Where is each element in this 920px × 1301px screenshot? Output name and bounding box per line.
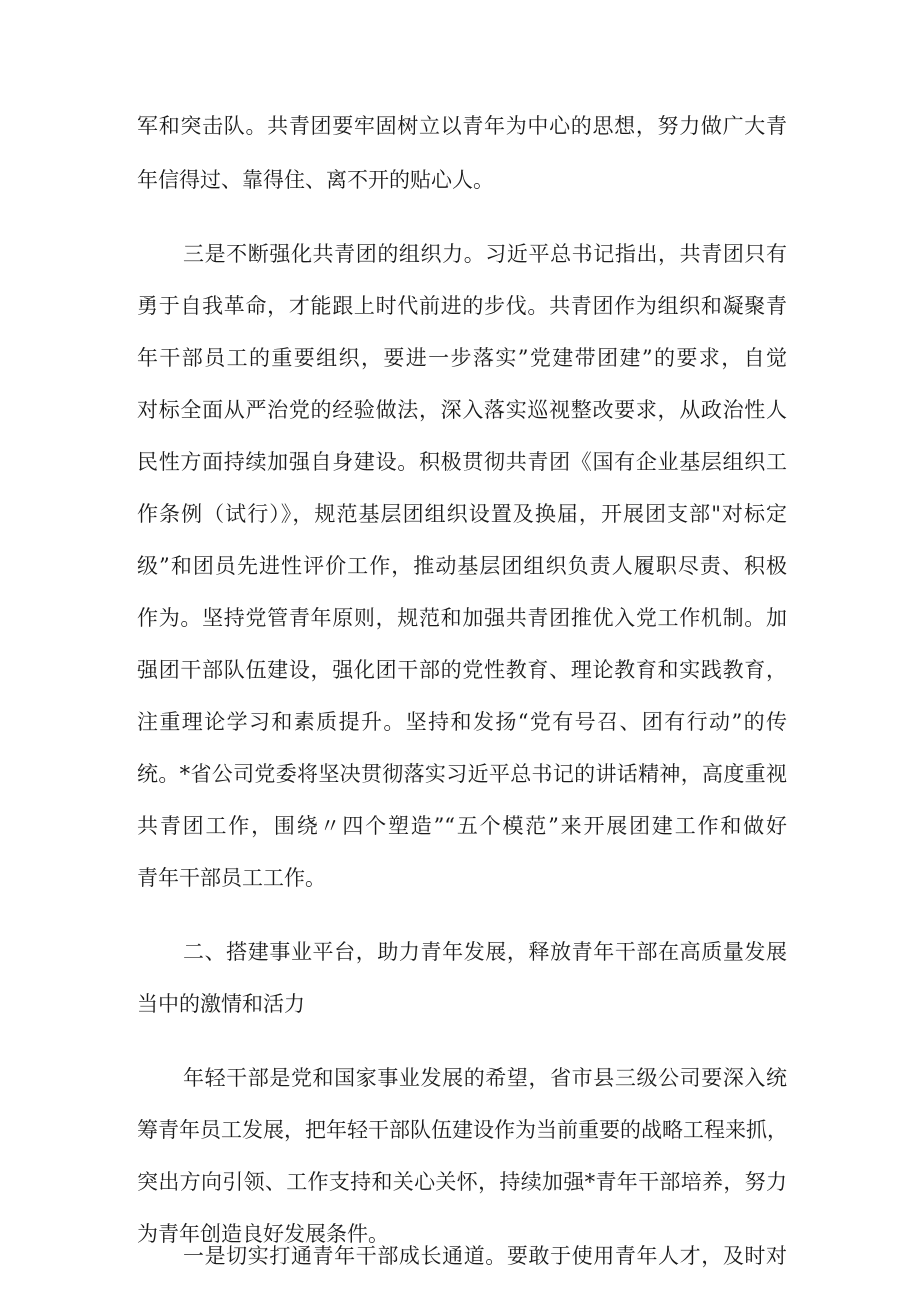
text-line: 级”和团员先进性评价工作，推动基层团组织负责人履职尽责、积极 [137,554,787,578]
section-heading-line: 当中的激情和活力 [137,992,305,1016]
text-line: 民性方面持续加强自身建设。积极贯彻共青团《国有企业基层组织工 [137,450,787,474]
text-line: 年干部员工的重要组织，要进一步落实”党建带团建”的要求，自觉 [137,346,787,370]
text-line: 作为。坚持党管青年原则，规范和加强共青团推优入党工作机制。加 [137,606,787,630]
text-line: 作条例（试行）》，规范基层团组织设置及换届，开展团支部"对标定 [137,502,787,526]
paragraph-first-line: 一是切实打通青年干部成长通道。要敢于使用青年人才，及时对 [183,1244,787,1268]
text-line: 注重理论学习和素质提升。坚持和发扬“党有号召、团有行动”的传 [137,710,787,734]
paragraph-first-line: 年轻干部是党和国家事业发展的希望，省市县三级公司要深入统 [183,1066,787,1090]
text-line: 青年干部员工工作。 [137,866,326,890]
paragraph-first-line: 三是不断强化共青团的组织力。习近平总书记指出，共青团只有 [183,242,787,266]
section-heading-line: 二、搭建事业平台，助力青年发展，释放青年干部在高质量发展 [183,940,787,964]
text-line: 勇于自我革命，才能跟上时代前进的步伐。共青团作为组织和凝聚青 [137,294,787,318]
text-line: 年信得过、靠得住、离不开的贴心人。 [137,168,494,192]
text-line: 强团干部队伍建设，强化团干部的党性教育、理论教育和实践教育， [137,658,787,682]
text-line: 突出方向引领、工作支持和关心关怀，持续加强*青年干部培养，努力 [137,1170,787,1194]
text-line: 筹青年员工发展，把年轻干部队伍建设作为当前重要的战略工程来抓， [137,1118,788,1142]
text-line: 对标全面从严治党的经验做法，深入落实巡视整改要求，从政治性人 [137,398,787,422]
text-line: 为青年创造良好发展条件。 [137,1222,389,1246]
text-line: 共青团工作，围绕〃四个塑造”“五个模范”来开展团建工作和做好 [137,814,787,838]
text-line: 统。*省公司党委将坚决贯彻落实习近平总书记的讲话精神，高度重视 [137,762,787,786]
text-line: 军和突击队。共青团要牢固树立以青年为中心的思想，努力做广大青 [137,114,787,138]
